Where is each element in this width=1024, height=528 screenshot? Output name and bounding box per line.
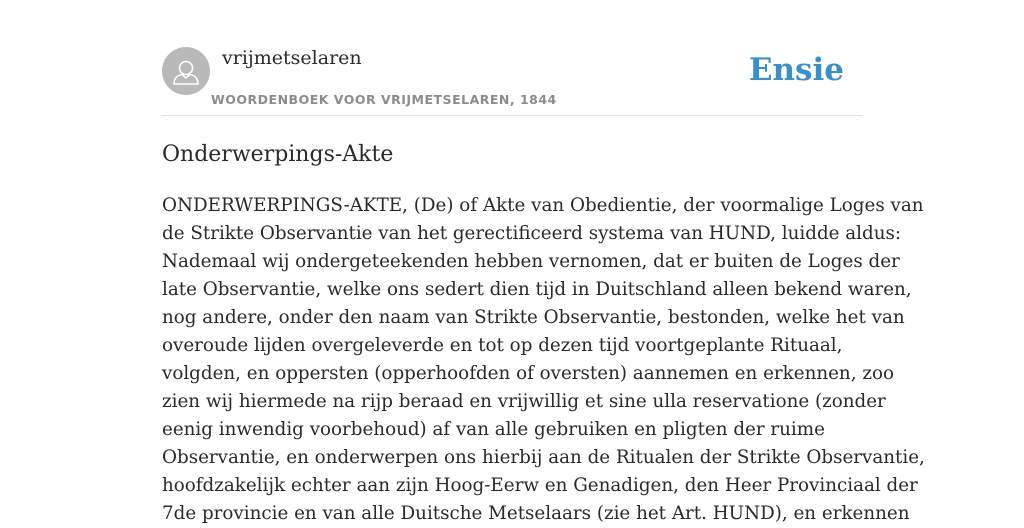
body-line: zien wij hiermede na rijp beraad en vrijwillig et sine ulla reservatione (zonder bbox=[162, 391, 886, 412]
article-header bbox=[162, 0, 862, 116]
body-line: late Observantie, welke ons sedert dien tijd in Duitschland alleen bekend waren, bbox=[162, 279, 912, 300]
author-avatar[interactable] bbox=[162, 47, 210, 95]
body-line: overoude lijden overgeleverde en tot op dezen tijd voortgeplante Rituaal, bbox=[162, 335, 843, 356]
body-line: hoofdzakelijk echter aan zijn Hoog-Eerw en Genadigen, den Heer Provinciaal der bbox=[162, 475, 918, 496]
author-name[interactable]: vrijmetselaren bbox=[222, 47, 362, 69]
body-line: eenig inwendig voorbehoud) af van alle gebruiken en pligten der ruime bbox=[162, 419, 825, 440]
body-line: ONDERWERPINGS-AKTE, (De) of Akte van Obedientie, der voormalige Loges van bbox=[162, 195, 924, 216]
body-line: Observantie, en onderwerpen ons hierbij aan de Ritualen der Strikte Observantie, bbox=[162, 447, 925, 468]
article-body bbox=[162, 192, 925, 528]
body-line: nog andere, onder den naam van Strikte Observantie, bestonden, welke het van bbox=[162, 307, 905, 328]
body-line: 7de provincie en van alle Duitsche Metselaars (zie het Art. HUND), en erkennen bbox=[162, 503, 910, 524]
brand-logo[interactable]: Ensie bbox=[748, 52, 844, 88]
body-line: de Strikte Observantie van het gerectificeerd systema van HUND, luidde aldus: bbox=[162, 223, 902, 244]
body-line: volgden, en oppersten (opperhoofden of oversten) aannemen en erkennen, zoo bbox=[162, 363, 894, 384]
body-line: Nademaal wij ondergeteekenden hebben vernomen, dat er buiten de Loges der bbox=[162, 251, 900, 272]
article-title: Onderwerpings-Akte bbox=[162, 142, 394, 167]
user-silhouette-icon bbox=[162, 47, 210, 95]
source-label[interactable]: WOORDENBOEK VOOR VRIJMETSELAREN, 1844 bbox=[211, 92, 557, 107]
